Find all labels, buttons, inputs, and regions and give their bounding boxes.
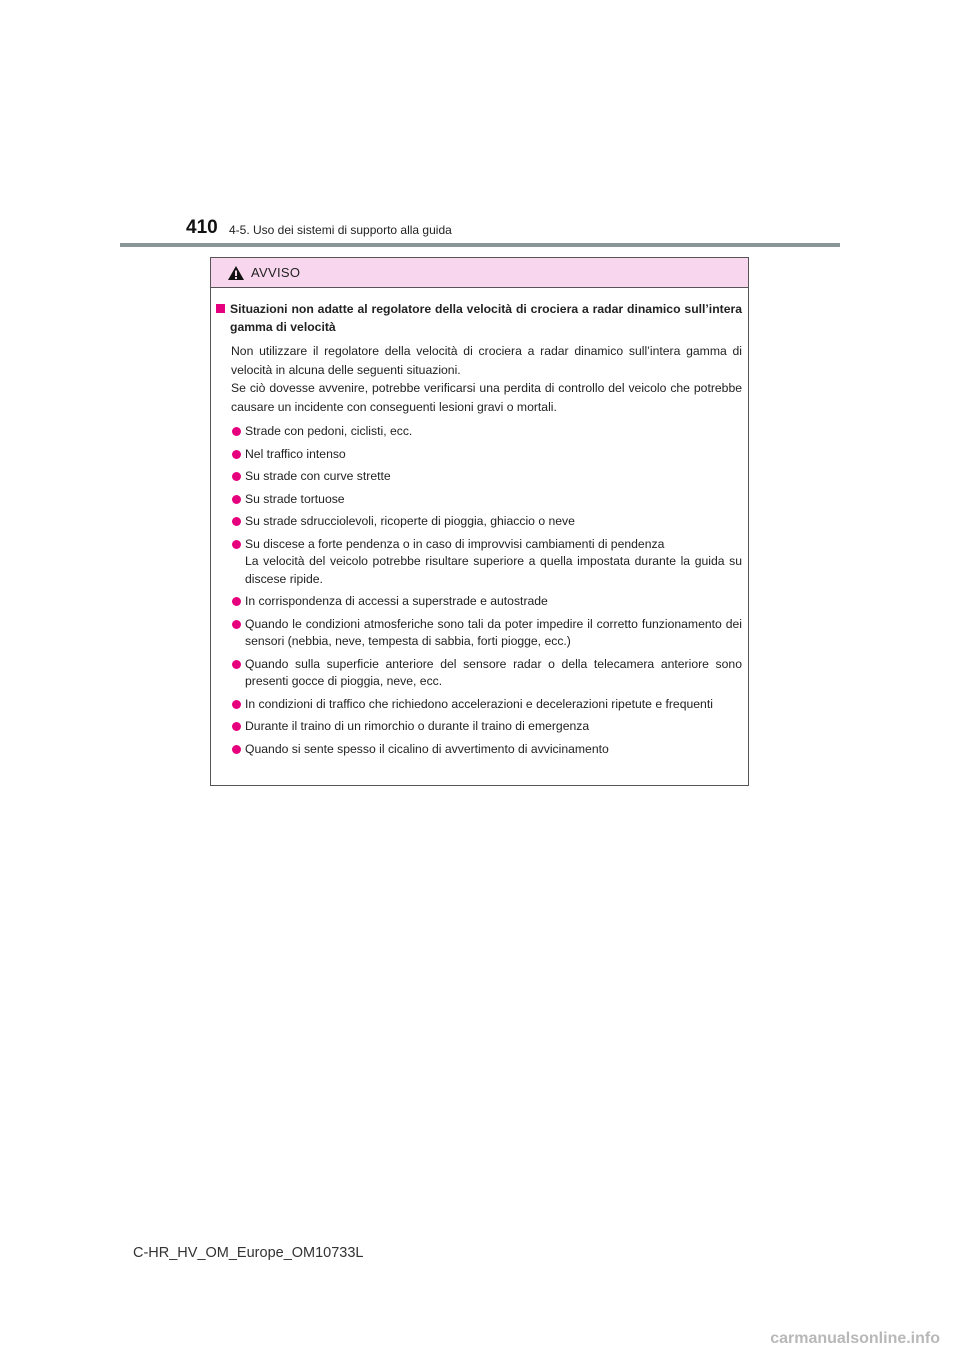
warning-header — [211, 258, 748, 288]
list-item — [216, 446, 742, 464]
list-item-text: Quando le condizioni atmosferiche sono tali da poter impedire il corretto funzionamento dei sensori (nebbia, neve, tempesta di sabbia, forti piogge, ecc.) — [245, 616, 742, 648]
list-item-text: Durante il traino di un rimorchio o durante il traino di emergenza — [245, 719, 590, 733]
list-item — [216, 423, 742, 441]
watermark[interactable]: carmanualsonline.info — [770, 1330, 940, 1347]
list-item — [216, 536, 742, 589]
warning-content — [211, 288, 748, 758]
list-item — [216, 656, 742, 691]
situation-list — [216, 423, 742, 758]
list-item — [216, 468, 742, 486]
circle-bullet-icon — [232, 660, 241, 669]
circle-bullet-icon — [232, 495, 241, 504]
circle-bullet-icon — [232, 517, 241, 526]
warning-triangle-icon — [227, 265, 245, 281]
list-item — [216, 491, 742, 509]
list-item-text: Nel traffico intenso — [245, 446, 346, 461]
list-item-text: Su discese a forte pendenza o in caso di improvvisi cambiamenti di pendenza — [245, 536, 665, 551]
list-item-text: Strade con pedoni, ciclisti, ecc. — [245, 424, 413, 438]
circle-bullet-icon — [232, 597, 241, 606]
section-title: 4-5. Uso dei sistemi di supporto alla guida — [229, 223, 452, 237]
list-item-text: In corrispondenza di accessi a superstrade e autostrade — [245, 594, 548, 608]
circle-bullet-icon — [232, 472, 241, 481]
intro-line-2: Se ciò dovesse avvenire, potrebbe verificarsi una perdita di controllo del veicolo che potrebbe causare un incidente con conseguenti lesioni gravi o mortali. — [231, 381, 742, 414]
circle-bullet-icon — [232, 620, 241, 629]
list-item-text: In condizioni di traffico che richiedono accelerazioni e decelerazioni ripetute e frequenti — [245, 696, 713, 711]
header-divider — [120, 243, 840, 247]
circle-bullet-icon — [232, 700, 241, 709]
document-code: C-HR_HV_OM_Europe_OM10733L — [133, 1245, 364, 1261]
list-item-text: Quando sulla superficie anteriore del sensore radar o della telecamera anteriore sono presenti gocce di pioggia, neve, ecc. — [245, 656, 742, 688]
warning-label: AVVISO — [251, 265, 301, 280]
list-item — [216, 741, 742, 759]
list-item — [216, 513, 742, 531]
warning-intro — [231, 342, 742, 416]
list-item — [216, 593, 742, 611]
list-item-text: Su strade sdrucciolevoli, ricoperte di pioggia, ghiaccio o neve — [245, 514, 575, 528]
circle-bullet-icon — [232, 722, 241, 731]
circle-bullet-icon — [232, 745, 241, 754]
warning-heading-text: Situazioni non adatte al regolatore della velocità di crociera a radar dinamico sull’intera gamma di velocità — [230, 302, 742, 334]
list-item — [216, 616, 742, 651]
page-number: 410 — [186, 217, 218, 238]
list-item-text: Quando si sente spesso il cicalino di avvertimento di avvicinamento — [245, 741, 609, 756]
list-item-text: Su strade tortuose — [245, 491, 345, 506]
intro-line-1: Non utilizzare il regolatore della velocità di crociera a radar dinamico sull’intera gamma di velocità in alcuna delle seguenti situazioni. — [231, 344, 742, 377]
circle-bullet-icon — [232, 540, 241, 549]
list-item — [216, 718, 742, 736]
list-item — [216, 696, 742, 714]
circle-bullet-icon — [232, 427, 241, 436]
list-item-subtext: La velocità del veicolo potrebbe risultare superiore a quella impostata durante la guida su discese ripide. — [245, 554, 742, 586]
square-bullet-icon — [216, 304, 225, 313]
warning-heading — [216, 300, 742, 336]
warning-box — [210, 257, 749, 786]
circle-bullet-icon — [232, 450, 241, 459]
list-item-text: Su strade con curve strette — [245, 469, 391, 483]
